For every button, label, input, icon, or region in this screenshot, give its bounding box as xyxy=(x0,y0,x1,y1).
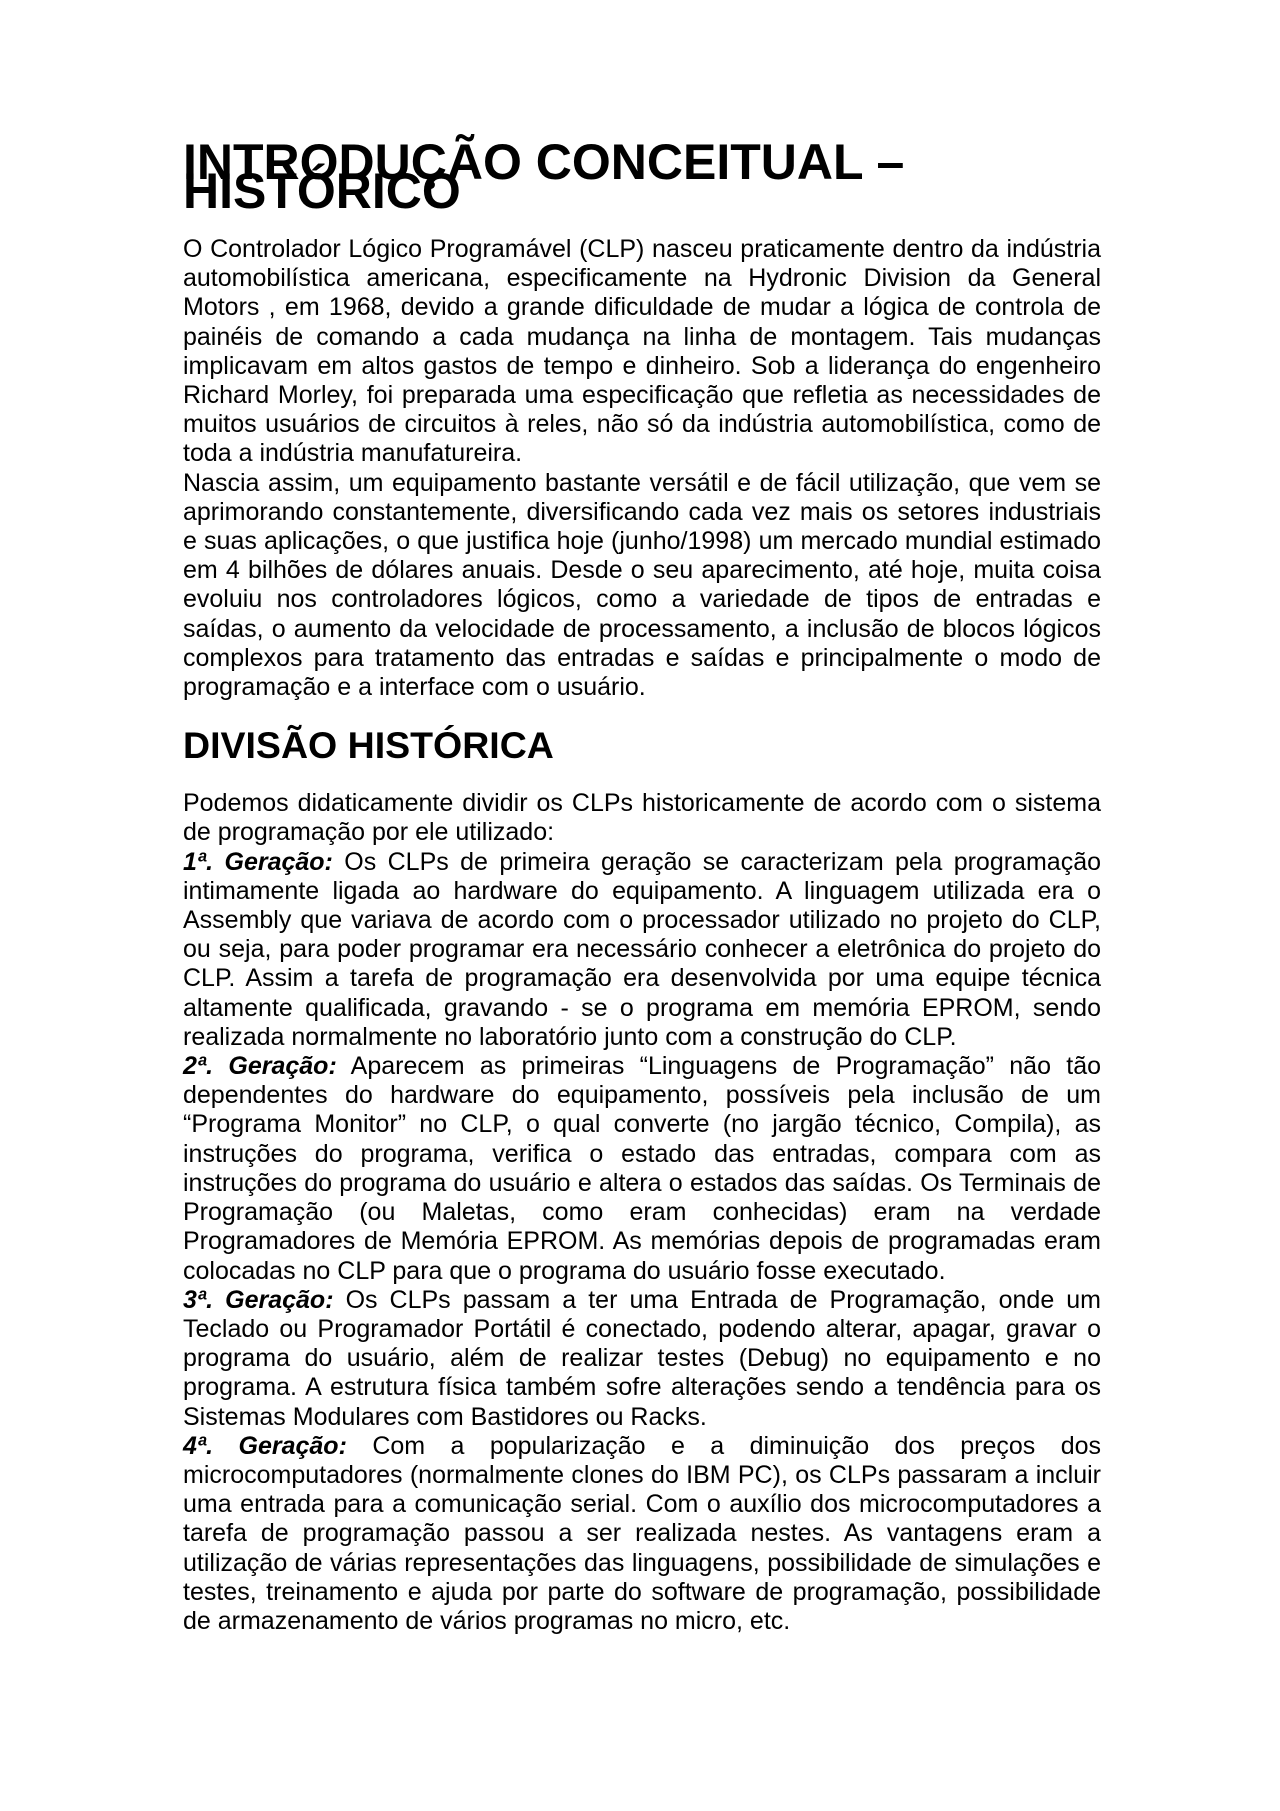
generation-1-paragraph xyxy=(183,848,1101,1052)
generation-4-label: 4ª. Geração: xyxy=(183,1431,347,1460)
generation-3-paragraph xyxy=(183,1286,1101,1432)
paragraph-divisao-intro: Podemos didaticamente dividir os CLPs historicamente de acordo com o sistema de programação por ele utilizado: xyxy=(183,789,1101,847)
section-heading-introducao: INTRODUÇÃO CONCEITUAL – HISTÓRICO xyxy=(183,134,905,219)
paragraph-clp-evolution: Nascia assim, um equipamento bastante versátil e de fácil utilização, que vem se aprimorando constantemente, diversificando cada vez mais os setores industriais e suas aplicações, o que justifica hoje (junho/1998) um mercado mundial estimado em 4 bilhões de dólares anuais. Desde o seu aparecimento, até hoje, muita coisa evoluiu nos controladores lógicos, como a variedade de tipos de entradas e saídas, o aumento da velocidade de processamento, a inclusão de blocos lógicos complexos para tratamento das entradas e saídas e principalmente o modo de programação e a interface com o usuário. xyxy=(183,468,1101,702)
generation-3-text: Os CLPs passam a ter uma Entrada de Programação, onde um Teclado ou Programador Portátil é conectado, podendo alterar, apagar, gravar o programa do usuário, além de realizar testes (Debug) no equipamento e no programa. A estrutura física também sofre alterações sendo a tendência para os Sistemas Modulares com Bastidores ou Racks. xyxy=(183,1285,1101,1431)
generation-1-text: Os CLPs de primeira geração se caracterizam pela programação intimamente ligada ao hardware do equipamento. A linguagem utilizada era o Assembly que variava de acordo com o processador utilizado no projeto do CLP, ou seja, para poder programar era necessário conhecer a eletrônica do projeto do CLP. Assim a tarefa de programação era desenvolvida por uma equipe técnica altamente qualificada, gravando - se o programa em memória EPROM, sendo realizada normalmente no laboratório junto com a construção do CLP. xyxy=(183,847,1101,1051)
generation-2-text: Aparecem as primeiras “Linguagens de Programação” não tão dependentes do hardware do equipamento, possíveis pela inclusão de um “Programa Monitor” no CLP, o qual converte (no jargão técnico, Compila), as instruções do programa, verifica o estado das entradas, compara com as instruções do programa do usuário e altera o estados das saídas. Os Terminais de Programação (ou Maletas, como eram conhecidas) eram na verdade Programadores de Memória EPROM. As memórias depois de programadas eram colocadas no CLP para que o programa do usuário fosse executado. xyxy=(183,1052,1101,1285)
generation-2-paragraph xyxy=(183,1052,1101,1286)
section-heading-divisao: DIVISÃO HISTÓRICA xyxy=(183,724,554,767)
document-page xyxy=(183,134,1101,1636)
generation-1-label: 1ª. Geração: xyxy=(183,847,333,876)
generation-2-label: 2ª. Geração: xyxy=(183,1052,337,1081)
paragraph-clp-origin: O Controlador Lógico Programável (CLP) nasceu praticamente dentro da indústria automobilística americana, especificamente na Hydronic Division da General Motors , em 1968, devido a grande dificuldade de mudar a lógica de controla de painéis de comando a cada mudança na linha de montagem. Tais mudanças implicavam em altos gastos de tempo e dinheiro. Sob a liderança do engenheiro Richard Morley, foi preparada uma especificação que refletia as necessidades de muitos usuários de circuitos à reles, não só da indústria automobilística, como de toda a indústria manufatureira. xyxy=(183,235,1101,468)
generation-3-label: 3ª. Geração: xyxy=(183,1285,334,1314)
generation-4-paragraph xyxy=(183,1432,1101,1636)
generation-4-text: Com a popularização e a diminuição dos preços dos microcomputadores (normalmente clones do IBM PC), os CLPs passaram a incluir uma entrada para a comunicação serial. Com o auxílio dos microcomputadores a tarefa de programação passou a ser realizada nestes. As vantagens eram a utilização de várias representações das linguagens, possibilidade de simulações e testes, treinamento e ajuda por parte do software de programação, possibilidade de armazenamento de vários programas no micro, etc. xyxy=(183,1431,1101,1635)
